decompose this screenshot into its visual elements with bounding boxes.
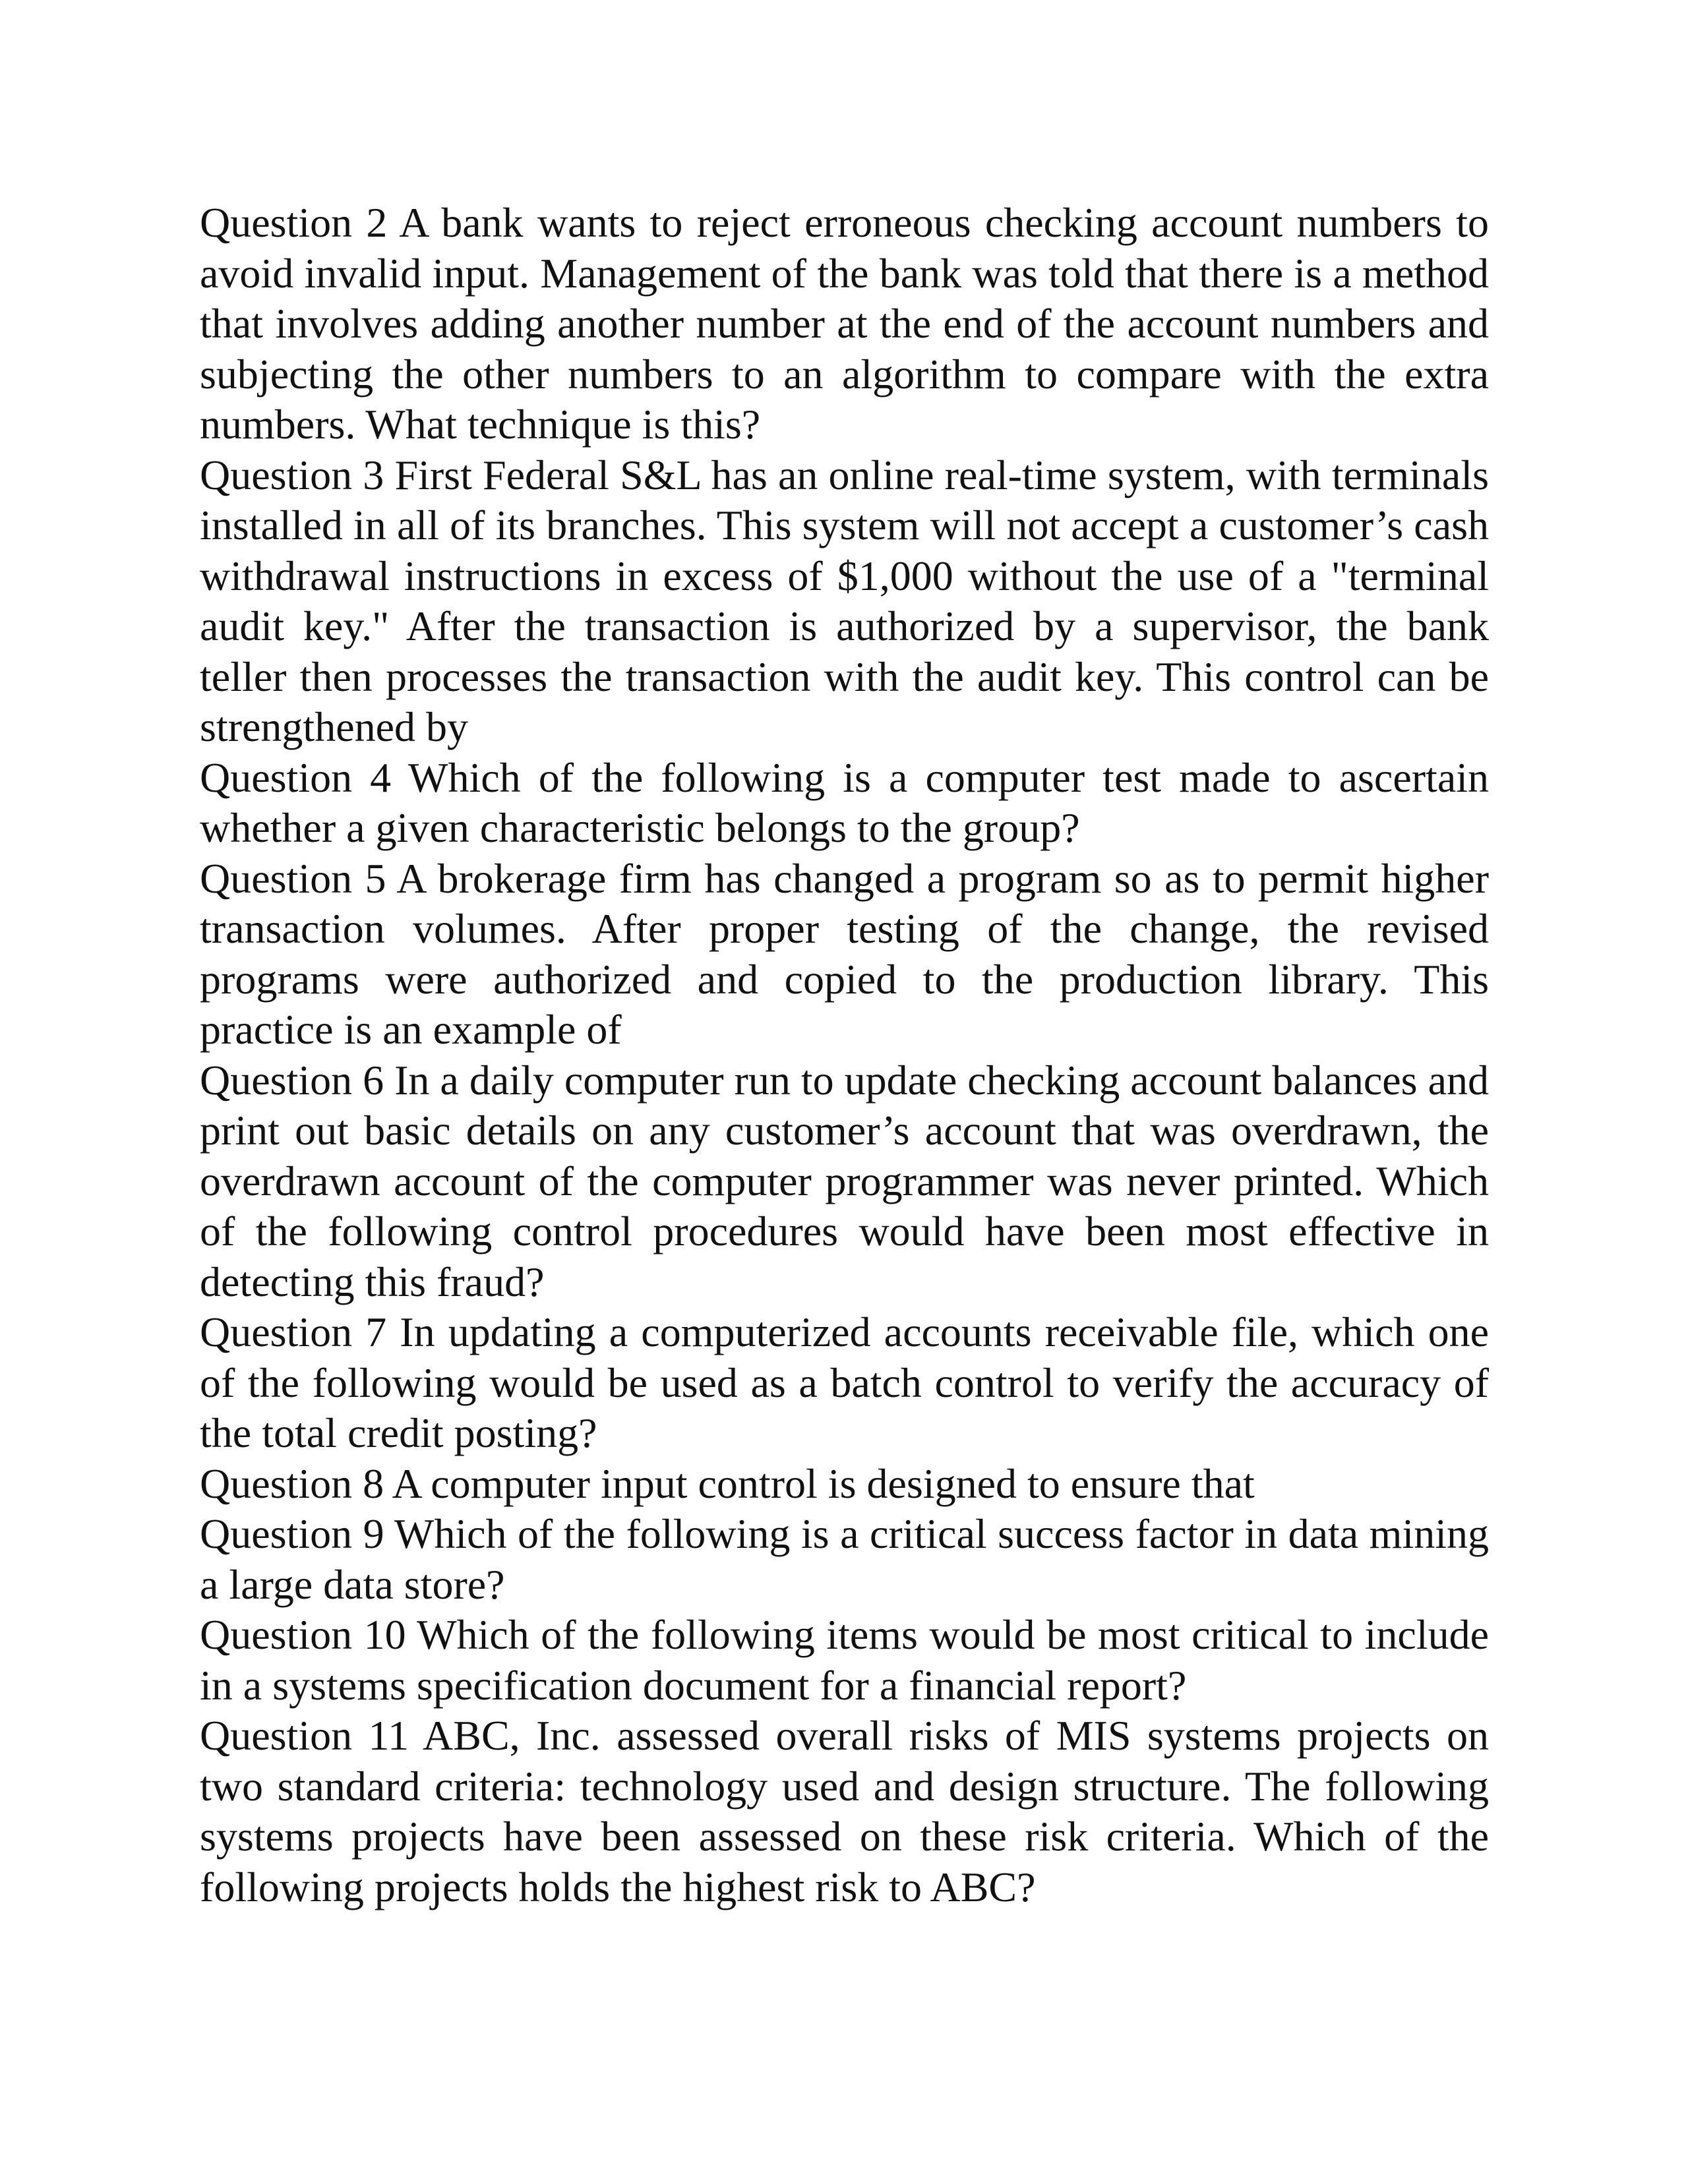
question-7: Question 7 In updating a computerized accounts receivable file, which one of the following would be used as a batch control to verify the accuracy of the total credit posting? bbox=[200, 1309, 1489, 1456]
question-6: Question 6 In a daily computer run to update checking account balances and print out basic details on any customer’s account that was overdrawn, the overdrawn account of the computer programmer was never printed. Which of the following control procedures would have been most effective in detecting this fraud? bbox=[200, 1056, 1489, 1305]
question-10: Question 10 Which of the following items would be most critical to include in a systems specification document for a financial report? bbox=[200, 1611, 1489, 1709]
question-list bbox=[200, 198, 1489, 1912]
question-9: Question 9 Which of the following is a critical success factor in data mining a large data store? bbox=[200, 1510, 1489, 1608]
question-11: Question 11 ABC, Inc. assessed overall risks of MIS systems projects on two standard criteria: technology used and design structure. The following systems projects have been assessed on these risk criteria. Which of the following projects holds the highest risk to ABC? bbox=[200, 1712, 1489, 1910]
question-3: Question 3 First Federal S&L has an online real-time system, with terminals installed in all of its branches. This system will not accept a customer’s cash withdrawal instructions in excess of $1,000 without the use of a "terminal audit key." After the transaction is authorized by a supervisor, the bank teller then processes the transaction with the audit key. This control can be strengthened by bbox=[200, 451, 1489, 750]
question-2: Question 2 A bank wants to reject erroneous checking account numbers to avoid invalid input. Management of the bank was told that there is a method that involves adding another number at the end of the account numbers and subjecting the other numbers to an algorithm to compare with the extra numbers. What technique is this? bbox=[200, 199, 1489, 448]
question-8: Question 8 A computer input control is designed to ensure that bbox=[200, 1460, 1255, 1507]
question-4: Question 4 Which of the following is a computer test made to ascertain whether a given characteristic belongs to the group? bbox=[200, 753, 1489, 851]
question-5: Question 5 A brokerage firm has changed a program so as to permit higher transaction volumes. After proper testing of the change, the revised programs were authorized and copied to the production library. This practice is an example of bbox=[200, 854, 1489, 1053]
